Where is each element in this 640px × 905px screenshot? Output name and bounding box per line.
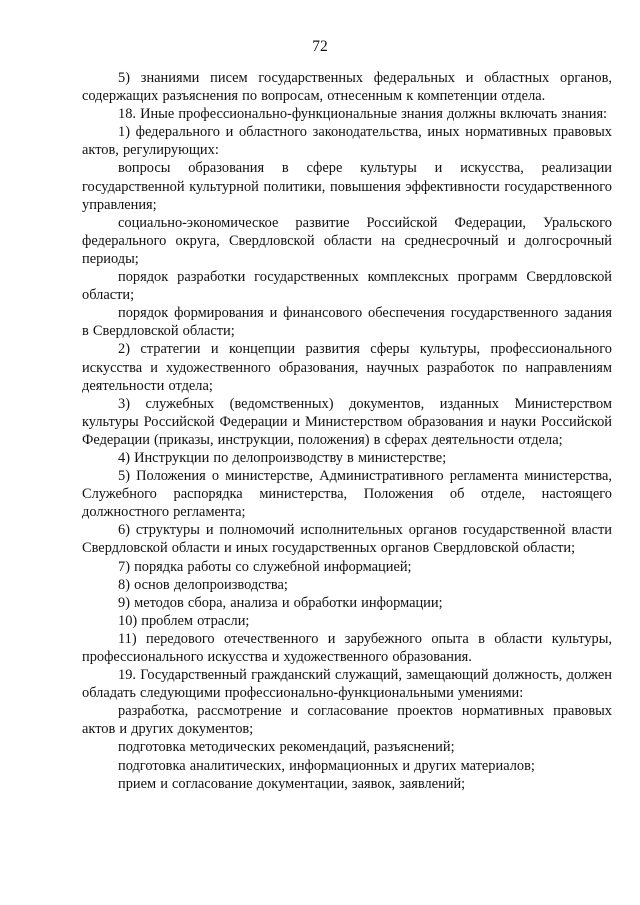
paragraph: 10) проблем отрасли; xyxy=(118,612,250,629)
paragraph: прием и согласование документации, заявок, заявлений; xyxy=(118,775,466,792)
paragraph: подготовка аналитических, информационных и других материалов; xyxy=(118,757,535,774)
paragraph: 2) стратегии и концепции развития сферы культуры, профессионального искусства и художественного образования, научных разработок по направлениям деятельности отдела; xyxy=(82,341,612,394)
paragraph: 8) основ делопроизводства; xyxy=(118,576,288,593)
paragraph: порядок формирования и финансового обеспечения государственного задания в Свердловской области; xyxy=(82,305,612,340)
paragraph: 5) Положения о министерстве, Административного регламента министерства, Служебного распорядка министерства, Положения об отделе, настоящего должностного регламента; xyxy=(82,468,612,521)
paragraph: 7) порядка работы со служебной информацией; xyxy=(118,558,412,575)
page-number: 72 xyxy=(312,38,328,55)
paragraph: 4) Инструкции по делопроизводству в министерстве; xyxy=(118,449,447,466)
paragraph: 6) структуры и полномочий исполнительных органов государственной власти Свердловской области и иных государственных органов Свердловской области; xyxy=(82,522,612,557)
paragraph: подготовка методических рекомендаций, разъяснений; xyxy=(118,739,455,756)
paragraph: порядок разработки государственных комплексных программ Свердловской области; xyxy=(82,269,612,304)
paragraph: 3) служебных (ведомственных) документов, изданных Министерством культуры Российской Федерации и Министерством образования и науки Российской Федерации (приказы, инструкции, положения) в сферах деятельности отдела; xyxy=(82,395,612,448)
paragraph: 19. Государственный гражданский служащий, замещающий должность, должен обладать следующими профессионально-функциональными умениями: xyxy=(82,667,612,702)
document-body xyxy=(82,69,612,793)
paragraph: разработка, рассмотрение и согласование проектов нормативных правовых актов и других документов; xyxy=(82,703,612,738)
paragraph: 9) методов сбора, анализа и обработки информации; xyxy=(118,594,443,611)
paragraph: социально-экономическое развитие Российской Федерации, Уральского федерального округа, Свердловской области на среднесрочный и долгосрочный периоды; xyxy=(82,214,612,267)
paragraph: 18. Иные профессионально-функциональные знания должны включать знания: xyxy=(118,106,608,123)
paragraph: 5) знаниями писем государственных федеральных и областных органов, содержащих разъяснения по вопросам, отнесенным к компетенции отдела. xyxy=(82,70,612,105)
paragraph: 11) передового отечественного и зарубежного опыта в области культуры, профессионального искусства и художественного образования. xyxy=(82,630,612,665)
paragraph: 1) федерального и областного законодательства, иных нормативных правовых актов, регулирующих: xyxy=(82,124,612,159)
paragraph: вопросы образования в сфере культуры и искусства, реализации государственной культурной политики, повышения эффективности государственного управления; xyxy=(82,160,612,213)
